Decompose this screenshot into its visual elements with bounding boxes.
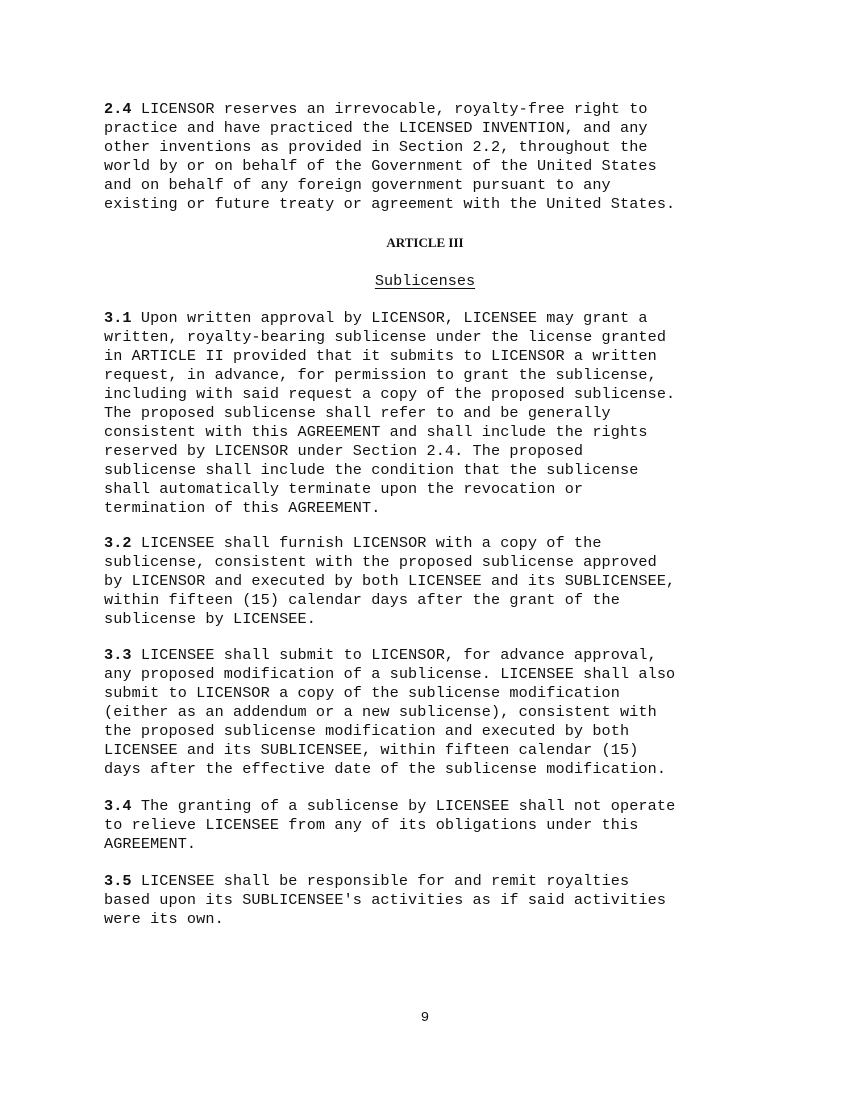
section-number: 3.4: [104, 797, 132, 815]
section-line: including with said request a copy of the proposed sublicense.: [104, 385, 676, 403]
section-line: consistent with this AGREEMENT and shall include the rights: [104, 423, 648, 441]
section-line: sublicense shall include the condition that the sublicense: [104, 461, 639, 479]
section-line: sublicense by LICENSEE.: [104, 610, 316, 628]
section-number: 3.5: [104, 872, 132, 890]
section-line: any proposed modification of a sublicense. LICENSEE shall also: [104, 665, 676, 683]
article-heading: ARTICLE III: [386, 235, 464, 250]
section-line: AGREEMENT.: [104, 835, 197, 853]
section-2-4: [104, 100, 744, 214]
section-line: other inventions as provided in Section 2.2, throughout the: [104, 138, 648, 156]
section-line: written, royalty-bearing sublicense under the license granted: [104, 328, 667, 346]
section-line: and on behalf of any foreign government pursuant to any: [104, 176, 611, 194]
section-line: existing or future treaty or agreement with the United States.: [104, 195, 676, 213]
section-line: to relieve LICENSEE from any of its obligations under this: [104, 816, 639, 834]
section-line: LICENSEE shall be responsible for and remit royalties: [131, 872, 630, 890]
section-line: Upon written approval by LICENSOR, LICENSEE may grant a: [131, 309, 648, 327]
section-line: shall automatically terminate upon the revocation or: [104, 480, 584, 498]
section-line: reserved by LICENSOR under Section 2.4. The proposed: [104, 442, 584, 460]
section-3-5: [104, 872, 744, 929]
section-line: (either as an addendum or a new sublicense), consistent with: [104, 703, 657, 721]
section-line: practice and have practiced the LICENSED INVENTION, and any: [104, 119, 648, 137]
section-3-1: [104, 309, 744, 518]
section-line: within fifteen (15) calendar days after the grant of the: [104, 591, 620, 609]
section-line: days after the effective date of the sublicense modification.: [104, 760, 667, 778]
article-subheading: Sublicenses: [374, 272, 476, 290]
section-line: were its own.: [104, 910, 224, 928]
section-line: The granting of a sublicense by LICENSEE shall not operate: [131, 797, 676, 815]
section-3-2: [104, 534, 744, 629]
section-line: submit to LICENSOR a copy of the sublicense modification: [104, 684, 620, 702]
section-3-3: [104, 646, 744, 779]
section-number: 2.4: [104, 100, 132, 118]
section-3-4: [104, 797, 744, 854]
section-line: request, in advance, for permission to grant the sublicense,: [104, 366, 657, 384]
section-line: based upon its SUBLICENSEE's activities as if said activities: [104, 891, 667, 909]
section-line: sublicense, consistent with the proposed sublicense approved: [104, 553, 657, 571]
section-line: LICENSEE shall submit to LICENSOR, for advance approval,: [131, 646, 657, 664]
page-number: 9: [420, 1010, 430, 1026]
section-line: in ARTICLE II provided that it submits to LICENSOR a written: [104, 347, 657, 365]
section-number: 3.3: [104, 646, 132, 664]
section-line: The proposed sublicense shall refer to and be generally: [104, 404, 611, 422]
section-number: 3.1: [104, 309, 132, 327]
section-line: LICENSOR reserves an irrevocable, royalty-free right to: [131, 100, 648, 118]
section-line: termination of this AGREEMENT.: [104, 499, 381, 517]
section-line: LICENSEE and its SUBLICENSEE, within fifteen calendar (15): [104, 741, 639, 759]
section-line: LICENSEE shall furnish LICENSOR with a copy of the: [131, 534, 602, 552]
section-line: world by or on behalf of the Government of the United States: [104, 157, 657, 175]
section-number: 3.2: [104, 534, 132, 552]
section-line: the proposed sublicense modification and executed by both: [104, 722, 630, 740]
section-line: by LICENSOR and executed by both LICENSEE and its SUBLICENSEE,: [104, 572, 676, 590]
